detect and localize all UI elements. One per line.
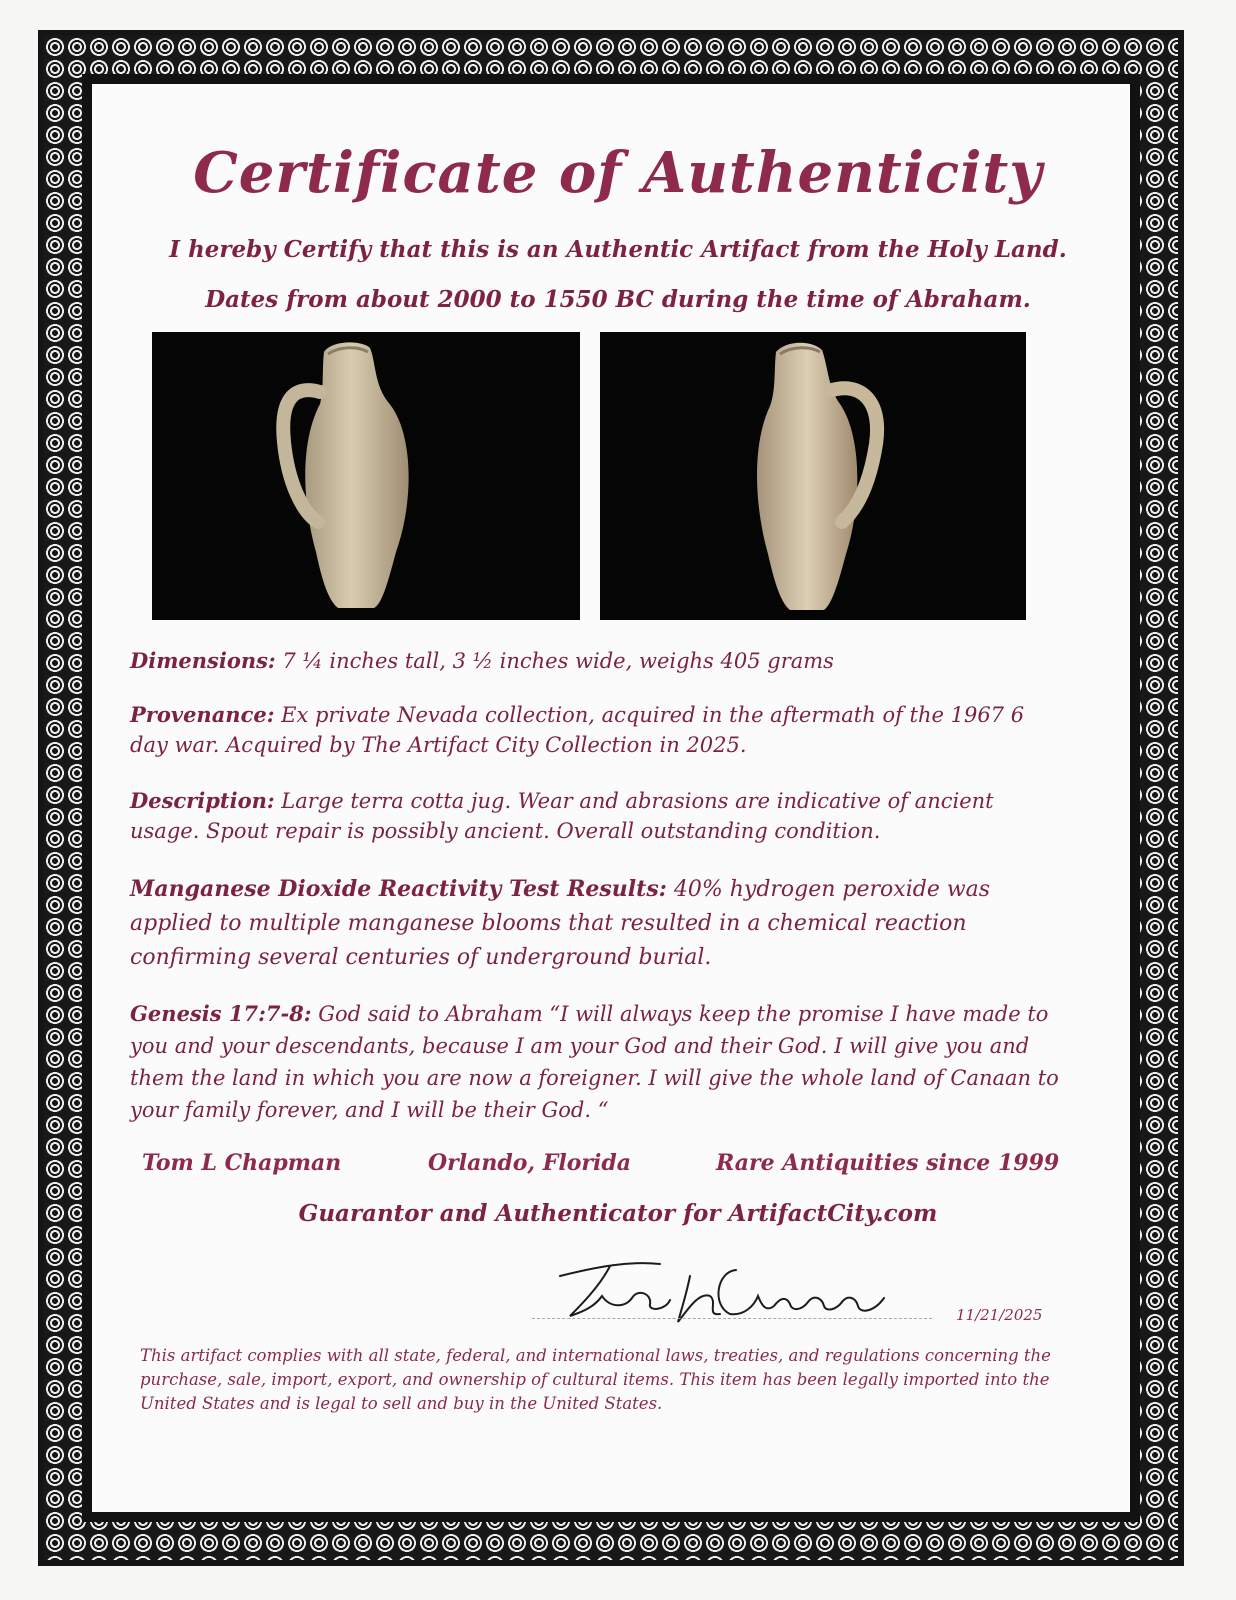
test-results-text: 40% hydrogen peroxide was applied to multiple manganese blooms that resulted in a chemical reaction confirming several centuries of underground burial. [130,877,991,970]
artifact-photo-left [152,332,580,620]
dimensions-text: 7 ¼ inches tall, 3 ½ inches wide, weighs 405 grams [275,649,834,673]
description-text: Large terra cotta jug. Wear and abrasions are indicative of ancient usage. Spout repair is possibly ancient. Overall outstanding condition. [130,789,994,843]
dimensions-label: Dimensions: [130,648,276,673]
genesis-quote-section [130,998,1060,1126]
jug-image-right [600,332,1026,620]
dimensions-section [130,646,1080,676]
test-results-section [130,872,1060,975]
genesis-label: Genesis 17:7-8: [130,1001,312,1026]
signature-date: 11/21/2025 [956,1306,1043,1324]
authenticator-location: Orlando, Florida [428,1150,631,1176]
test-results-label: Manganese Dioxide Reactivity Test Results: [130,876,667,902]
jug-image-left [152,332,580,620]
business-since: Rare Antiquities since 1999 [716,1150,1060,1176]
legal-disclaimer: This artifact complies with all state, federal, and international laws, treaties, and regulations concerning the purchase, sale, import, export, and ownership of cultural items. This item has been legally imported into the United States and is legal to sell and buy in the United States. [140,1346,1051,1413]
artifact-photo-right [600,332,1026,620]
genesis-text: God said to Abraham “I will always keep the promise I have made to you and your descendants, because I am your God and their God. I will give you and them the land in which you are now a foreigner. I will give the whole land of Canaan to your family forever, and I will be their God. “ [130,1002,1059,1122]
certification-statement: I hereby Certify that this is an Authentic Artifact from the Holy Land. [169,236,1067,263]
provenance-label: Provenance: [130,702,275,727]
provenance-section [130,700,1030,760]
description-label: Description: [130,788,275,813]
provenance-text: Ex private Nevada collection, acquired in the aftermath of the 1967 6 day war. Acquired by The Artifact City Collection in 2025. [130,703,1025,757]
signature-line [532,1318,932,1319]
signature [540,1236,920,1336]
date-statement: Dates from about 2000 to 1550 BC during the time of Abraham. [205,286,1031,313]
certificate-title: Certificate of Authenticity [193,140,1043,206]
guarantor-statement: Guarantor and Authenticator for ArtifactCity.com [298,1200,938,1227]
authenticator-name: Tom L Chapman [142,1150,342,1176]
description-section [130,786,1050,846]
